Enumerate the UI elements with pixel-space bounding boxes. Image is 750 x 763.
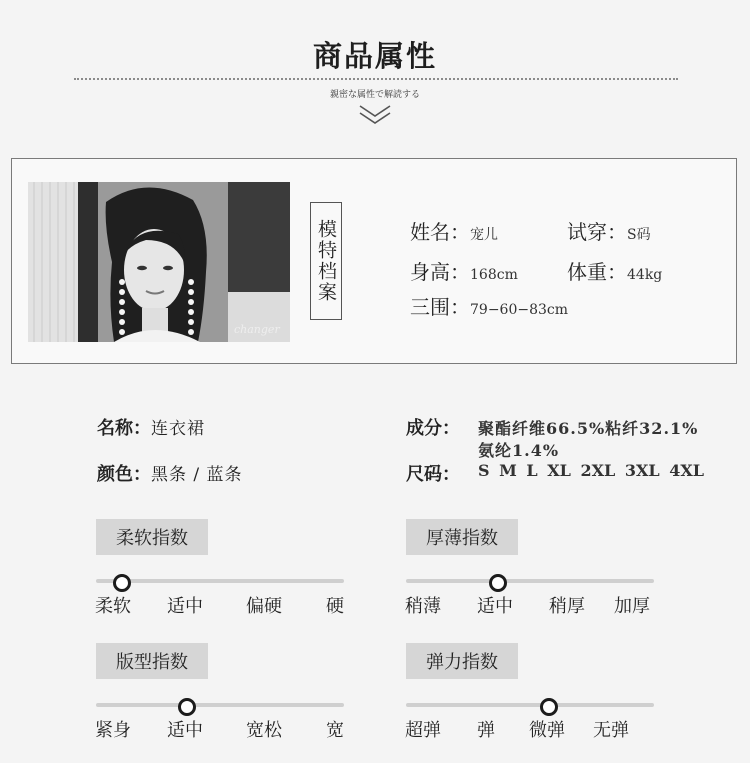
model-weight-value: 44kg	[627, 267, 663, 283]
product-size-label: 尺码：	[406, 464, 460, 485]
fit-index-marker	[178, 698, 196, 716]
product-size-list: S M L XL 2XL 3XL 4XL	[478, 461, 704, 480]
fit-option: 紧身	[95, 720, 131, 741]
model-measure-label: 三围：	[410, 295, 470, 319]
softness-index-marker	[113, 574, 131, 592]
product-color-label: 颜色：	[97, 464, 151, 485]
softness-option: 柔软	[95, 596, 131, 617]
model-height-label: 身高：	[410, 260, 470, 284]
fit-option: 宽松	[246, 720, 282, 741]
dotted-divider	[74, 78, 678, 80]
elasticity-option: 无弹	[593, 720, 629, 741]
product-name-value: 连衣裙	[151, 419, 205, 439]
thickness-index-track	[406, 579, 654, 583]
product-color-value: 黑条 / 蓝条	[151, 465, 243, 485]
thickness-option: 适中	[477, 596, 513, 617]
model-measure-value: 79−60−83cm	[470, 302, 569, 318]
softness-index-label: 柔软指数	[96, 519, 208, 555]
model-measurements	[410, 291, 568, 320]
softness-index-track	[96, 579, 344, 583]
model-name-label: 姓名：	[410, 220, 470, 244]
softness-option: 硬	[326, 596, 344, 617]
double-chevron-down-icon	[358, 104, 392, 126]
fit-option: 适中	[167, 720, 203, 741]
thickness-index-label: 厚薄指数	[406, 519, 518, 555]
thickness-index-marker	[489, 574, 507, 592]
model-photo	[28, 182, 290, 342]
model-profile-heading-text: 模特档案	[315, 219, 337, 303]
model-weight-label: 体重：	[567, 260, 627, 284]
model-weight	[567, 256, 662, 285]
elasticity-option: 弹	[477, 720, 495, 741]
elasticity-option: 微弹	[529, 720, 565, 741]
product-color	[97, 460, 243, 486]
product-name	[97, 414, 205, 440]
product-composition-line1: 聚酯纤维66.5%粘纤32.1%	[478, 419, 699, 438]
thickness-option: 稍厚	[549, 596, 585, 617]
model-height-value: 168cm	[470, 267, 518, 283]
fit-index-label: 版型指数	[96, 643, 208, 679]
model-name	[410, 216, 498, 245]
model-height	[410, 256, 518, 285]
elasticity-option: 超弹	[405, 720, 441, 741]
page-title: 商品属性	[312, 39, 437, 73]
product-composition-line2: 氨纶1.4%	[478, 441, 560, 460]
softness-option: 适中	[167, 596, 203, 617]
model-profile-heading	[310, 202, 342, 320]
thickness-option: 加厚	[614, 596, 650, 617]
thickness-option: 稍薄	[405, 596, 441, 617]
model-name-value: 宠儿	[470, 227, 498, 243]
elasticity-index-label: 弹力指数	[406, 643, 518, 679]
fit-option: 宽	[326, 720, 344, 741]
model-try-size	[567, 216, 651, 245]
product-name-label: 名称：	[97, 418, 151, 439]
product-composition-label: 成分：	[406, 418, 460, 439]
fit-index-track	[96, 703, 344, 707]
page-subtitle: 親密な属性で解読する	[329, 90, 420, 100]
elasticity-index-marker	[540, 698, 558, 716]
svg-text:changer: changer	[234, 323, 280, 336]
softness-option: 偏硬	[246, 596, 282, 617]
elasticity-index-track	[406, 703, 654, 707]
model-try-value: S码	[627, 227, 651, 243]
model-try-label: 试穿：	[567, 220, 627, 244]
